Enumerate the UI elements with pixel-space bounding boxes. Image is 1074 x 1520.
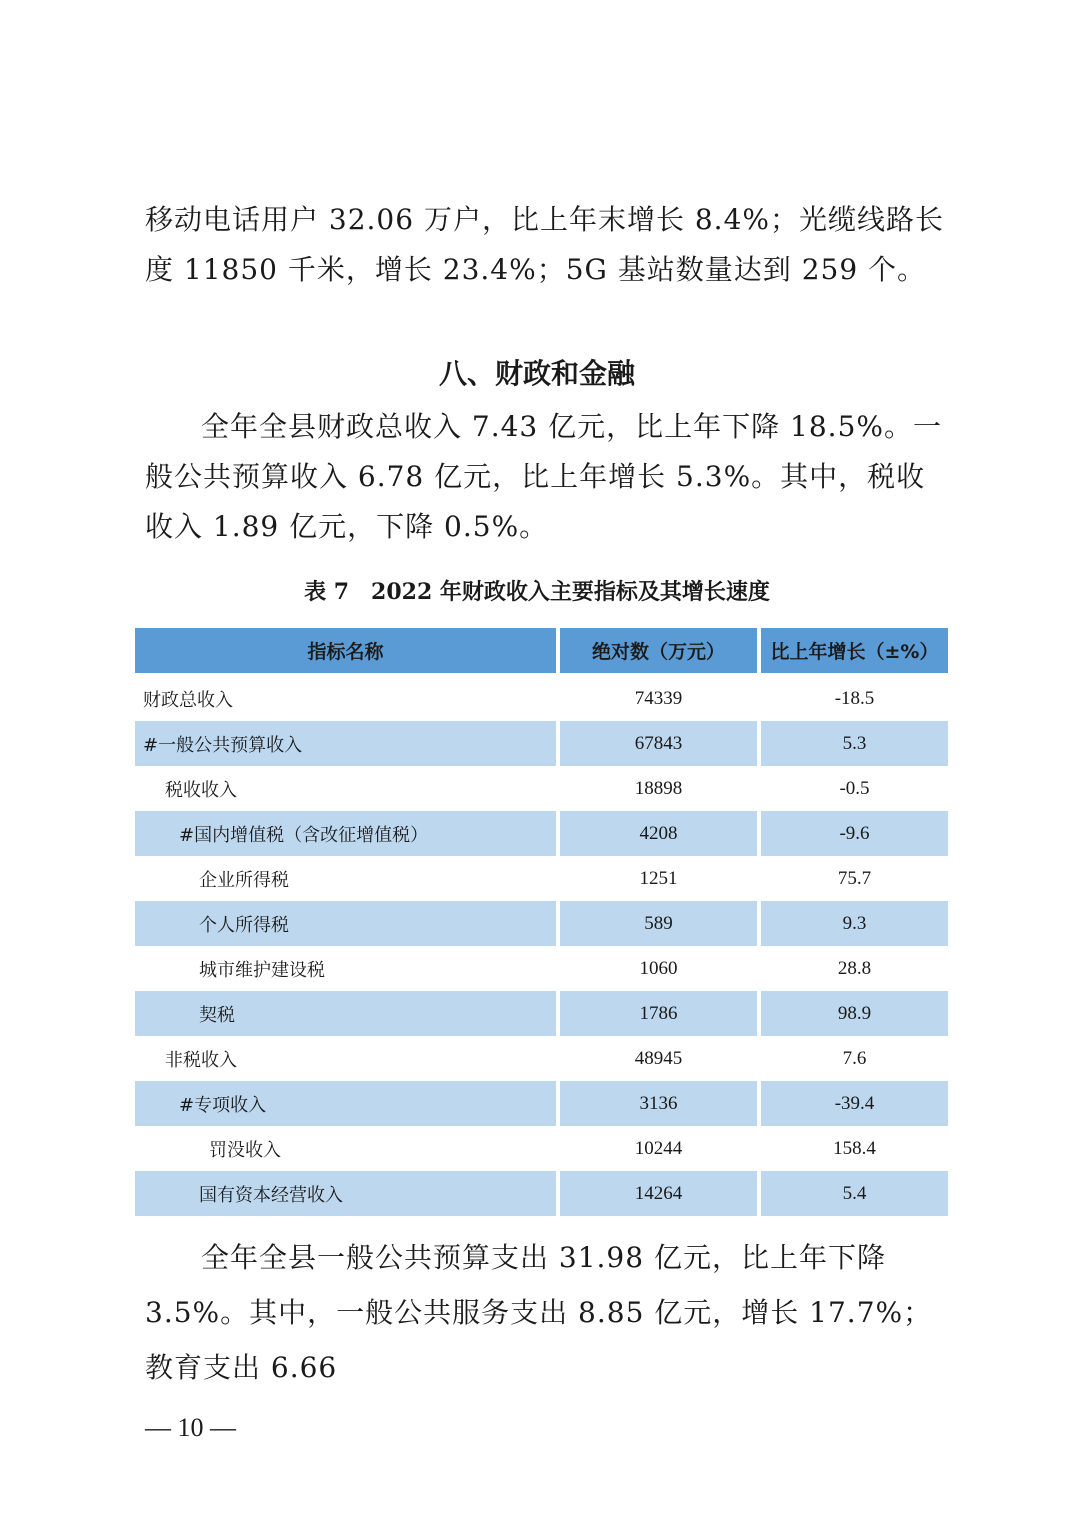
row-name: 非税收入 [165, 1049, 237, 1071]
header-growth: 比上年增长（±%） [761, 628, 948, 676]
row-value: 67843 [560, 721, 757, 766]
row-growth: 98.9 [761, 991, 948, 1036]
row-value: 1786 [560, 991, 757, 1036]
row-name: 个人所得税 [135, 901, 556, 946]
row-growth: 7.6 [842, 1047, 867, 1069]
row-growth: -39.4 [761, 1081, 948, 1126]
row-value: 14264 [560, 1171, 757, 1216]
table-row [135, 1171, 948, 1216]
row-name: 罚没收入 [209, 1139, 281, 1161]
row-growth: 28.8 [837, 957, 872, 979]
table-row [135, 1081, 948, 1126]
row-growth: 5.4 [761, 1171, 948, 1216]
row-name: #专项收入 [135, 1081, 556, 1126]
row-name: 国有资本经营收入 [135, 1171, 556, 1216]
row-name: 税收收入 [165, 779, 237, 801]
table-row [135, 721, 948, 766]
row-name: 契税 [135, 991, 556, 1036]
row-value: 18898 [634, 777, 683, 799]
row-growth: 9.3 [761, 901, 948, 946]
row-value: 589 [560, 901, 757, 946]
header-absolute-value: 绝对数（万元） [560, 628, 757, 676]
table-row [135, 991, 948, 1036]
row-growth: -0.5 [839, 777, 870, 799]
table-row [135, 766, 948, 811]
table-header-row [135, 628, 948, 676]
table-caption: 表 7 2022 年财政收入主要指标及其增长速度 [304, 579, 770, 605]
table-row [135, 811, 948, 856]
paragraph-expenditure: 全年全县一般公共预算支出 31.98 亿元，比上年下降 3.5%。其中，一般公共服务支出 8.85 亿元，增长 17.7%；教育支出 6.66 [145, 1241, 933, 1384]
paragraph-telecom: 移动电话用户 32.06 万户，比上年末增长 8.4%；光缆线路长度 11850 千米，增长 23.4%；5G 基站数量达到 259 个。 [145, 203, 944, 286]
page-number: — 10 — [145, 1413, 236, 1442]
row-value: 48945 [634, 1047, 683, 1069]
row-name: 城市维护建设税 [199, 959, 325, 981]
row-name: 企业所得税 [199, 869, 289, 891]
revenue-table [131, 628, 952, 1216]
row-growth: 158.4 [833, 1137, 876, 1159]
row-value: 74339 [634, 687, 683, 709]
row-value: 1251 [639, 867, 678, 889]
row-value: 3136 [560, 1081, 757, 1126]
header-indicator: 指标名称 [135, 628, 556, 676]
row-growth: 75.7 [837, 867, 872, 889]
row-value: 1060 [639, 957, 678, 979]
row-growth: 5.3 [761, 721, 948, 766]
row-growth: -18.5 [834, 687, 875, 709]
row-growth: -9.6 [761, 811, 948, 856]
table-row [135, 1126, 948, 1171]
row-value: 10244 [634, 1137, 683, 1159]
row-name: 财政总收入 [143, 689, 233, 711]
table-row [135, 1036, 948, 1081]
row-name: #一般公共预算收入 [135, 721, 556, 766]
table-row [135, 676, 948, 721]
section-title: 八、财政和金融 [438, 357, 635, 390]
table-row [135, 856, 948, 901]
row-value: 4208 [560, 811, 757, 856]
paragraph-revenue: 全年全县财政总收入 7.43 亿元，比上年下降 18.5%。一般公共预算收入 6.78 亿元，比上年增长 5.3%。其中，税收收入 1.89 亿元，下降 0.5%。 [145, 410, 942, 543]
row-name: #国内增值税（含改征增值税） [135, 811, 556, 856]
table-row [135, 946, 948, 991]
table-row [135, 901, 948, 946]
